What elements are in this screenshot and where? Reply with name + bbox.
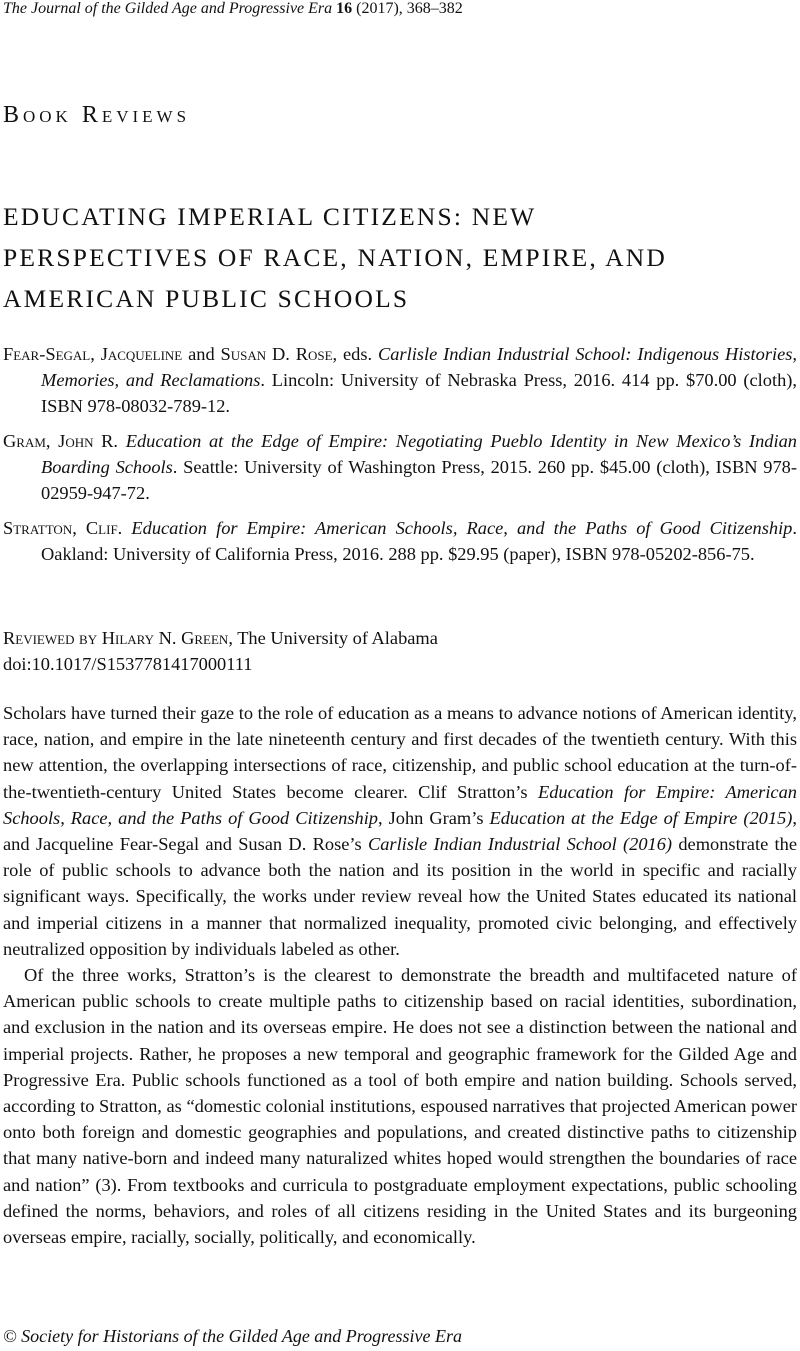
reviewer-label: Reviewed by Hilary xyxy=(3,628,155,648)
article-title-line: AMERICAN PUBLIC SCHOOLS xyxy=(3,284,410,313)
paragraph xyxy=(3,700,797,962)
article-title-line: PERSPECTIVES OF RACE, NATION, EMPIRE, AND xyxy=(3,243,668,272)
reviewer-surname: Green xyxy=(181,628,229,648)
journal-name: The Journal of the Gilded Age and Progressive Era xyxy=(3,0,333,17)
section-label: Book Reviews xyxy=(3,102,191,128)
citation-details: . Oakland: University of California Press, 2016. 288 pp. $29.95 (paper), ISBN 978-05202-856-75. xyxy=(41,518,797,564)
citation-details: . Lincoln: University of Nebraska Press, 2016. 414 pp. $70.00 (cloth), ISBN 978-08032-789-12. xyxy=(41,370,798,416)
doi-link[interactable]: doi:10.1017/S1537781417000111 xyxy=(3,654,253,674)
paragraph-text: , John Gram’s xyxy=(378,807,490,828)
citation-details: . Seattle: University of Washington Press, 2015. 260 pp. $45.00 (cloth), ISBN 978-02959-947-72. xyxy=(41,457,797,503)
reviewer-line xyxy=(3,625,438,651)
citation-author: Fear-Segal, Jacqueline xyxy=(3,344,183,364)
paragraph-text: Scholars have turned their gaze to the role of education as a means to advance notions of American identity, race, nation, and empire in the late nineteenth century and first decades of the twentieth century. With this new attention, the overlapping intersections of race, citizenship, and public school education at the turn-of-the-twentieth-century United States become clearer. Clif Stratton’s xyxy=(3,703,797,802)
citation-title: Education for Empire: American Schools, Race, and the Paths of Good Citizenship xyxy=(131,518,793,538)
article-title xyxy=(3,196,793,319)
book-title-inline: Carlisle Indian Industrial School (2016) xyxy=(367,834,673,855)
review-body xyxy=(3,700,797,1250)
copyright-footer: © Society for Historians of the Gilded Age and Progressive Era xyxy=(3,1326,462,1346)
citation-eds: , eds. xyxy=(332,344,378,364)
journal-volume: 16 xyxy=(336,0,353,17)
reviewer-initial: N. xyxy=(154,628,182,648)
citation-author: Susan D. Rose xyxy=(220,344,333,364)
citation-connector: and xyxy=(182,344,221,364)
citation-author: Gram, John R. xyxy=(3,431,119,451)
reviewer-affiliation: , The University of Alabama xyxy=(228,628,438,648)
paragraph-text: , and Jacqueline Fear-Segal and Susan D. Rose’s xyxy=(3,807,798,855)
citation-author: Stratton, Clif. xyxy=(3,518,123,538)
paragraph-text: demonstrate the role of public schools to advance both the nation and its position in the world in specific and racially significant ways. Specifically, the works under review reveal how the United States educated its national and imperial citizens in a manner that normalized inequality, promoted civic belonging, and effectively neutralized opposition by individuals labeled as other. xyxy=(3,834,798,959)
book-citation-2 xyxy=(3,428,797,506)
book-citation-3 xyxy=(3,515,797,567)
book-title-inline: Education for Empire: American Schools, Race, and the Paths of Good Citizenship xyxy=(3,781,797,828)
running-head xyxy=(3,0,463,18)
book-title-inline: Education at the Edge of Empire (2015) xyxy=(489,807,793,828)
book-citation-1 xyxy=(3,341,797,419)
paragraph: Of the three works, Stratton’s is the clearest to demonstrate the breadth and multifaceted nature of American public schools to create multiple paths to citizenship based on racial identities, subordination, and exclusion in the nation and its overseas empire. He does not see a distinction between the national and imperial projects. Rather, he proposes a new temporal and geographic framework for the Gilded Age and Progressive Era. Public schools functioned as a tool of both empire and nation building. Schools served, according to Stratton, as “domestic colonial institutions, espoused narratives that projected American power onto both foreign and domestic geographies and populations, and created distinctive paths to citizenship that many native-born and indeed many naturalized whites hoped would strengthen the boundaries of race and nation” (3). From textbooks and curricula to postgraduate employment expectations, public schooling defined the norms, behaviors, and roles of all citizens residing in the United States and its burgeoning overseas empire, racially, socially, politically, and economically. xyxy=(3,965,797,1248)
citation-title: Education at the Edge of Empire: Negotiating Pueblo Identity in New Mexico’s Indian Boarding Schools xyxy=(41,431,797,477)
article-title-line: EDUCATING IMPERIAL CITIZENS: NEW xyxy=(3,202,537,231)
citation-title: Carlisle Indian Industrial School: Indigenous Histories, Memories, and Reclamations xyxy=(41,344,798,390)
journal-year-pages: (2017), 368–382 xyxy=(356,0,463,17)
